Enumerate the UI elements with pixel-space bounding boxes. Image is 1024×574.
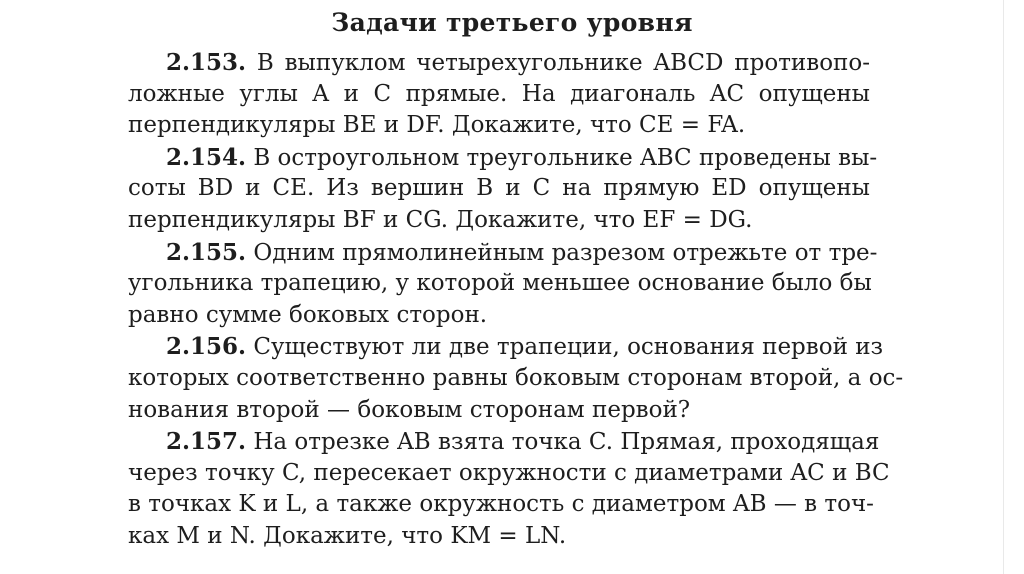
problem-number: 2.156. — [166, 333, 247, 361]
problem-number: 2.154. — [166, 143, 247, 171]
problem-line — [128, 426, 880, 458]
problem-number: 2.155. — [166, 238, 247, 266]
problem-line — [128, 47, 870, 79]
problem-text: Существуют ли две трапеции, основания первой из — [253, 334, 884, 361]
problem-line: через точку C, пересекает окружности с диаметрами AC и BC — [128, 459, 890, 486]
problem-line: ках M и N. Докажите, что KM = LN. — [128, 522, 567, 549]
problem-text: В остроугольном треугольнике ABC проведены вы- — [253, 144, 878, 171]
problem-line: соты BD и CE. Из вершин B и C на прямую ED опущены — [128, 175, 870, 202]
problem-list — [128, 47, 904, 553]
problem-line: угольника трапецию, у которой меньшее основание было бы — [128, 270, 872, 297]
problem-text: На отрезке AB взята точка C. Прямая, проходящая — [253, 429, 880, 456]
problem-2-154 — [128, 142, 878, 237]
problem-number: 2.153. — [166, 49, 247, 76]
problem-line: перпендикуляры BF и CG. Докажите, что EF = DG. — [128, 206, 753, 233]
problem-line: нования второй — боковым сторонам первой? — [128, 396, 691, 423]
slide-edge-divider — [1003, 0, 1004, 574]
problem-line: равно сумме боковых сторон. — [128, 301, 488, 328]
problem-number: 2.157. — [166, 428, 247, 456]
problem-line: которых соответственно равны боковым сторонам второй, а ос- — [128, 364, 904, 391]
problem-text: Одним прямолинейным разрезом отрежьте от тре- — [253, 239, 878, 266]
problem-text: В выпуклом четырехугольнике ABCD противопо- — [256, 50, 870, 76]
problem-2-156 — [128, 331, 904, 426]
problem-line — [128, 142, 878, 174]
problem-line: ложные углы A и C прямые. На диагональ AC опущены — [128, 80, 870, 107]
problem-line: в точках K и L, а также окружность с диаметром AB — в точ- — [128, 491, 874, 518]
problem-2-153 — [128, 47, 870, 142]
problem-2-155 — [128, 237, 878, 332]
problem-line — [128, 237, 878, 269]
problem-line: перпендикуляры BE и DF. Докажите, что CE = FA. — [128, 112, 746, 139]
problem-2-157 — [128, 426, 890, 552]
page-title: Задачи третьего уровня — [331, 8, 693, 37]
problem-line — [128, 331, 884, 363]
